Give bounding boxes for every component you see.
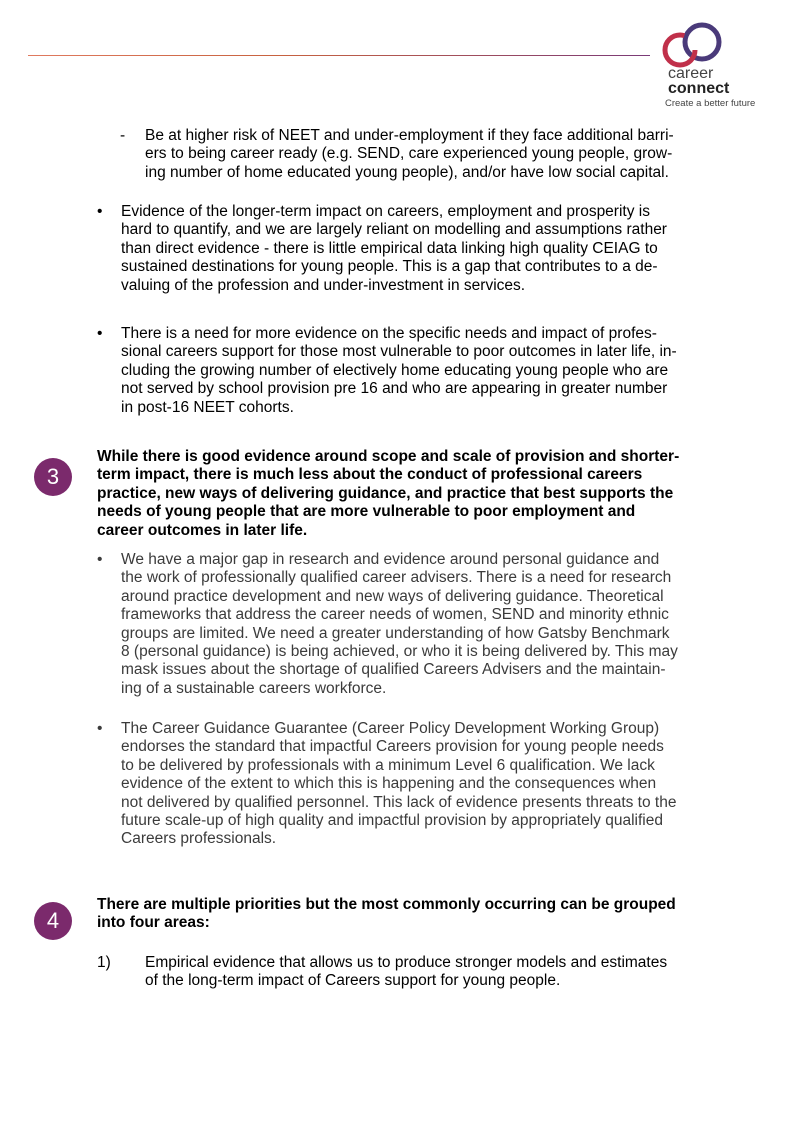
text-line: Be at higher risk of NEET and under-employment if they face additional barri- xyxy=(145,127,674,144)
text-line: of the long-term impact of Careers support for young people. xyxy=(145,972,561,990)
text-line: to be delivered by professionals with a minimum Level 6 qualification. We lack xyxy=(121,756,655,774)
text-line: Careers professionals. xyxy=(121,830,277,848)
heading-line: needs of young people that are more vulnerable to poor employment and xyxy=(97,503,636,521)
logo-word-connect: connect xyxy=(668,80,730,97)
text-line: ing number of home educated young people), and/or have low social capital. xyxy=(145,163,669,181)
text-line: endorses the standard that impactful Careers provision for young people needs xyxy=(121,738,664,756)
bullet-personal-guidance-gap xyxy=(121,551,678,698)
text-line: not served by school provision pre 16 and who are appearing in greater number xyxy=(121,380,668,398)
heading-line: There are multiple priorities but the most commonly occurring can be grouped xyxy=(97,896,676,913)
text-line: The Career Guidance Guarantee (Career Policy Development Working Group) xyxy=(121,720,660,737)
text-line: future scale-up of high quality and impactful provision by appropriately qualified xyxy=(121,812,663,830)
text-line: Evidence of the longer-term impact on careers, employment and prosperity is xyxy=(121,203,650,220)
heading-line: career outcomes in later life. xyxy=(97,521,308,539)
text-line: not delivered by qualified personnel. This lack of evidence presents threats to the xyxy=(121,793,677,811)
logo-rings-icon xyxy=(660,20,730,70)
heading-line: While there is good evidence around scope and scale of provision and shorter- xyxy=(97,448,680,465)
bullet-marker: • xyxy=(97,720,103,737)
heading-line: into four areas: xyxy=(97,914,210,932)
section-number-badge: 4 xyxy=(34,902,72,940)
text-line: cluding the growing number of electively home educating young people who are xyxy=(121,361,669,379)
numbered-marker: 1) xyxy=(97,954,111,971)
intro-dash-item xyxy=(145,127,674,182)
text-line: groups are limited. We need a greater understanding of how Gatsby Benchmark xyxy=(121,624,670,642)
priority-item-1 xyxy=(145,954,667,991)
text-line: sustained destinations for young people. This is a gap that contributes to a de- xyxy=(121,258,658,276)
text-line: ing of a sustainable careers workforce. xyxy=(121,679,387,697)
text-line: than direct evidence - there is little empirical data linking high quality CEIAG to xyxy=(121,239,658,257)
text-line: evidence of the extent to which this is happening and the consequences when xyxy=(121,775,657,793)
text-line: Empirical evidence that allows us to produce stronger models and estimates xyxy=(145,954,668,971)
dash-marker: - xyxy=(120,127,126,144)
text-line: 8 (personal guidance) is being achieved, or who it is being delivered by. This may xyxy=(121,643,678,661)
text-line: mask issues about the shortage of qualified Careers Advisers and the maintain- xyxy=(121,661,666,679)
logo-tagline: Create a better future xyxy=(665,98,756,109)
text-line: frameworks that address the career needs of women, SEND and minority ethnic xyxy=(121,606,669,624)
heading-line: practice, new ways of delivering guidance, and practice that best supports the xyxy=(97,484,674,502)
bullet-longer-term-impact xyxy=(121,203,667,295)
section-number-badge: 3 xyxy=(34,458,72,496)
text-line: sional careers support for those most vulnerable to poor outcomes in later life, in- xyxy=(121,343,677,361)
text-line: around practice development and new ways of delivering guidance. Theoretical xyxy=(121,587,664,605)
text-line: ers to being career ready (e.g. SEND, care experienced young people, grow- xyxy=(145,145,673,163)
text-line: We have a major gap in research and evidence around personal guidance and xyxy=(121,551,660,568)
career-connect-logo xyxy=(656,20,766,112)
text-line: There is a need for more evidence on the specific needs and impact of profes- xyxy=(121,325,657,342)
section3-heading xyxy=(97,448,679,540)
section4-heading xyxy=(97,896,676,933)
bullet-career-guidance-guarantee xyxy=(121,720,676,849)
text-line: valuing of the profession and under-investment in services. xyxy=(121,276,526,294)
bullet-marker: • xyxy=(97,551,103,568)
bullet-specific-needs xyxy=(121,325,677,417)
bullet-marker: • xyxy=(97,325,103,342)
header-rule xyxy=(28,55,650,56)
heading-line: term impact, there is much less about the conduct of professional careers xyxy=(97,466,643,484)
text-line: in post-16 NEET cohorts. xyxy=(121,398,294,416)
logo-word-career: career xyxy=(668,65,714,82)
text-line: hard to quantify, and we are largely reliant on modelling and assumptions rather xyxy=(121,221,667,239)
text-line: the work of professionally qualified career advisers. There is a need for research xyxy=(121,569,672,587)
bullet-marker: • xyxy=(97,203,103,220)
